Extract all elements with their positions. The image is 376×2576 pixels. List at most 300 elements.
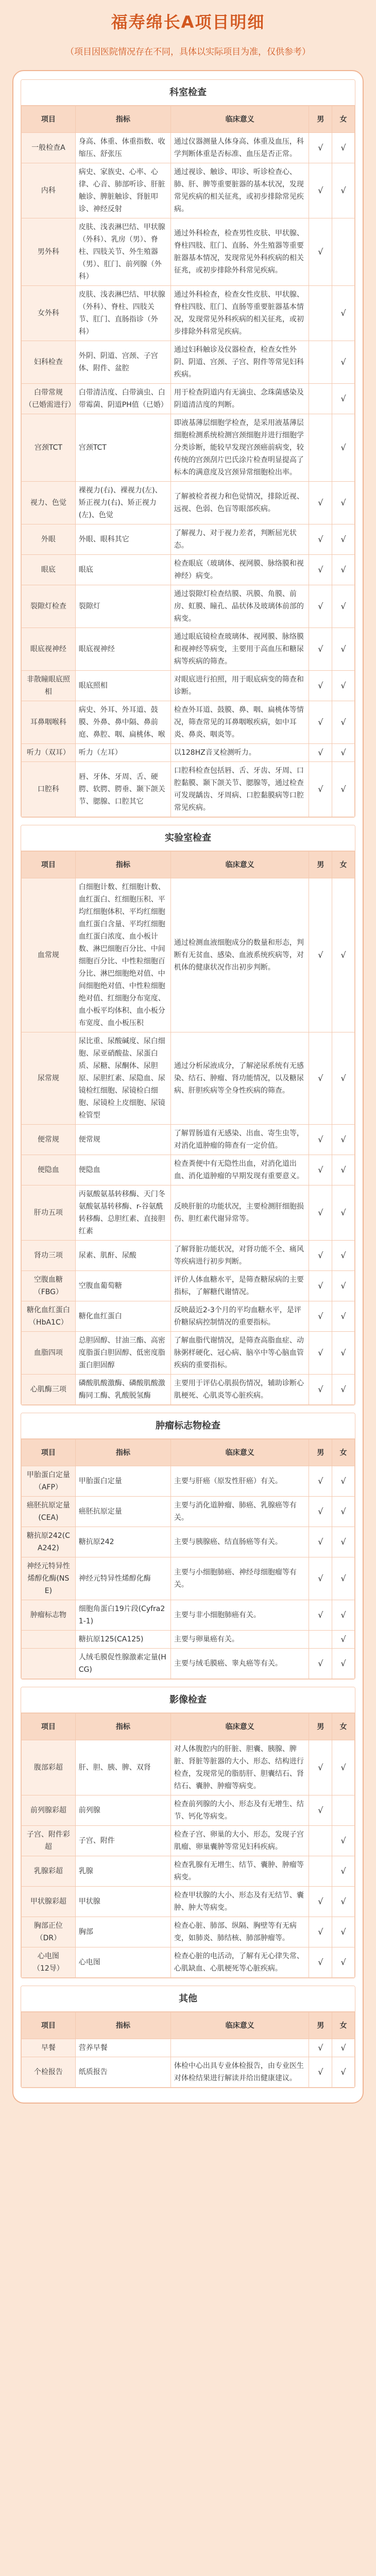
item-indicator: 裂隙灯 [75,585,170,628]
item-indicator: 丙氨酸氨基转移酶、天门冬氨酸氨基转移酶、r-谷氨酰转移酶、总胆红素、直接胆红素 [75,1185,170,1241]
column-header-female: 女 [332,852,355,878]
male-applicable-mark [309,414,332,482]
table-row [22,524,355,555]
item-indicator: 皮肤、浅表淋巴结、甲状腺（外科）、脊柱、四肢关节、肛门、直肠指诊（外科） [75,286,170,341]
male-applicable-mark: √ [309,524,332,555]
male-applicable-mark: √ [309,133,332,163]
section [21,825,355,1405]
item-indicator: 磷酸肌酸激酶、磷酸肌酸激酶同工酶、乳酸脱氢酶 [75,1375,170,1405]
item-clinical-meaning: 体检中心出具专业体检报告，由专业医生对体检结果进行解读并给出健康建议。 [170,2057,309,2088]
item-name: 血常规 [22,878,76,1032]
items-table [21,851,355,1405]
item-name: 视力、色觉 [22,482,76,524]
male-applicable-mark: √ [309,671,332,701]
table-row [22,628,355,671]
item-indicator: 乳腺 [75,1856,170,1887]
item-clinical-meaning: 了解视力、对于视力差者，判断屈光状态。 [170,524,309,555]
item-indicator: 唇、牙体、牙周、舌、硬腭、软腭、腭垂、颞下颌关节、腮腺、口腔其它 [75,762,170,817]
item-indicator: 子宫、附件 [75,1826,170,1856]
item-name: 外眼 [22,524,76,555]
item-clinical-meaning: 主要用于评估心肌损伤情况，辅助诊断心肌梗死、心肌炎等心脏疾病。 [170,1375,309,1405]
column-header-item: 项目 [22,2012,76,2039]
table-row [22,1375,355,1405]
table-row [22,163,355,218]
section [21,1413,355,1680]
table-row [22,1887,355,1917]
item-name: 早餐 [22,2039,76,2057]
male-applicable-mark: √ [309,744,332,762]
table-header-row [22,852,355,878]
female-applicable-mark: √ [332,1856,355,1887]
table-row [22,1271,355,1301]
female-applicable-mark: √ [332,1271,355,1301]
male-applicable-mark: √ [309,1332,332,1375]
item-name: 腹部彩超 [22,1740,76,1795]
male-applicable-mark: √ [309,482,332,524]
male-applicable-mark: √ [309,1557,332,1600]
female-applicable-mark: √ [332,524,355,555]
female-applicable-mark: √ [332,1740,355,1795]
column-header-meaning: 临床意义 [170,1714,309,1740]
male-applicable-mark: √ [309,2039,332,2057]
table-row [22,1649,355,1679]
table-header-row [22,2012,355,2039]
section [21,1687,355,1978]
female-applicable-mark: √ [332,286,355,341]
table-row [22,2057,355,2088]
table-row [22,133,355,163]
table-row [22,1032,355,1125]
male-applicable-mark: √ [309,585,332,628]
male-applicable-mark [309,384,332,414]
female-applicable-mark: √ [332,2057,355,2088]
item-name: 眼底视神经 [22,628,76,671]
table-row [22,414,355,482]
male-applicable-mark: √ [309,1527,332,1557]
table-row [22,1856,355,1887]
female-applicable-mark [332,1795,355,1826]
female-applicable-mark: √ [332,1527,355,1557]
item-clinical-meaning: 检查外耳道、鼓膜、鼻、咽、扁桃体等情况，筛查常见的耳鼻咽喉疾病，如中耳炎、鼻炎、咽炎等。 [170,701,309,744]
female-applicable-mark: √ [332,2039,355,2057]
female-applicable-mark: √ [332,1557,355,1600]
male-applicable-mark: √ [309,878,332,1032]
item-clinical-meaning: 主要与绒毛膜癌、睾丸癌等有关。 [170,1649,309,1679]
page-header [12,0,364,70]
item-name: 神经元特异性烯醇化酶(NSE) [22,1557,76,1600]
table-row [22,1155,355,1185]
item-clinical-meaning: 了解被检者视力和色觉情况，排除近视、远视、色弱、色盲等眼部疾病。 [170,482,309,524]
female-applicable-mark: √ [332,1887,355,1917]
item-indicator: 甲胎蛋白定量 [75,1466,170,1497]
item-name: 心肌酶三项 [22,1375,76,1405]
female-applicable-mark: √ [332,1649,355,1679]
female-applicable-mark: √ [332,1301,355,1332]
item-name: 宫颈TCT [22,414,76,482]
female-applicable-mark: √ [332,1032,355,1125]
column-header-female: 女 [332,1714,355,1740]
item-clinical-meaning: 以128HZ音叉检测听力。 [170,744,309,762]
male-applicable-mark: √ [309,1649,332,1679]
item-indicator: 外眼、眼科其它 [75,524,170,555]
item-name: 裂隙灯检查 [22,585,76,628]
item-name [22,1649,76,1679]
table-row [22,1527,355,1557]
item-name: 空腹血糖 （FBG） [22,1271,76,1301]
column-header-indicator: 指标 [75,1714,170,1740]
item-indicator: 身高、体重、体重指数、收缩压、舒张压 [75,133,170,163]
item-name: 糖化血红蛋白 （HbA1C） [22,1301,76,1332]
item-name: 口腔科 [22,762,76,817]
item-indicator: 人绒毛膜促性腺激素定量(HCG) [75,1649,170,1679]
table-row [22,1795,355,1826]
male-applicable-mark: √ [309,762,332,817]
female-applicable-mark: √ [332,1332,355,1375]
page-subtitle: （项目因医院情况存在不同，具体以实际项目为准，仅供参考） [65,47,311,57]
section-title: 科室检查 [21,80,355,106]
male-applicable-mark: √ [309,1740,332,1795]
item-name: 眼底 [22,555,76,585]
item-indicator: 尿比重、尿酸碱度、尿白细胞、尿亚硝酸盐、尿蛋白质、尿糖、尿酮体、尿胆原、尿胆红素、尿隐血、尿镜检红细胞、尿镜检白细胞、尿镜检上皮细胞、尿镜检管型 [75,1032,170,1125]
column-header-indicator: 指标 [75,852,170,878]
table-row [22,1241,355,1271]
item-indicator: 前列腺 [75,1795,170,1826]
female-applicable-mark: √ [332,628,355,671]
table-row [22,1557,355,1600]
female-applicable-mark: √ [332,744,355,762]
item-indicator: 心电图 [75,1947,170,1978]
table-row [22,762,355,817]
female-applicable-mark: √ [332,133,355,163]
female-applicable-mark: √ [332,1497,355,1527]
table-row [22,1600,355,1631]
item-indicator: 白带清洁度、白带滴虫、白带霉菌、阴道PH值（已婚） [75,384,170,414]
item-indicator: 眼底照相 [75,671,170,701]
table-row [22,1466,355,1497]
column-header-meaning: 临床意义 [170,852,309,878]
item-clinical-meaning: 检查甲状腺的大小、形态及有无结节、囊肿、肿大等病变。 [170,1887,309,1917]
section-title: 肿瘤标志物检查 [21,1413,355,1439]
column-header-item: 项目 [22,1714,76,1740]
item-indicator: 眼底视神经 [75,628,170,671]
column-header-female: 女 [332,1439,355,1466]
item-name: 肾功三项 [22,1241,76,1271]
item-indicator: 眼底 [75,555,170,585]
item-clinical-meaning: 主要与小细胞肺癌、神经母细胞瘤等有关。 [170,1557,309,1600]
item-name: 耳鼻咽喉科 [22,701,76,744]
item-indicator: 甲状腺 [75,1887,170,1917]
male-applicable-mark [309,1856,332,1887]
table-row [22,1185,355,1241]
item-name: 尿常规 [22,1032,76,1125]
table-row [22,555,355,585]
male-applicable-mark: √ [309,1155,332,1185]
item-name: 子宫、附件彩超 [22,1826,76,1856]
male-applicable-mark: √ [309,628,332,671]
item-indicator: 皮肤、浅表淋巴结、甲状腺（外科）、乳房（男）、脊柱、四肢关节、外生殖器（男）、肛门、前列腺（外科） [75,218,170,286]
item-name: 非散瞳眼底照相 [22,671,76,701]
table-row [22,1301,355,1332]
item-clinical-meaning: 主要与胰腺癌、结直肠癌等有关。 [170,1527,309,1557]
female-applicable-mark: √ [332,1185,355,1241]
item-clinical-meaning: 通过检测血液细胞成分的数量和形态，判断有无贫血、感染、血液系统疾病等，对机体的健康状况作出初步判断。 [170,878,309,1032]
item-indicator: 便隐血 [75,1155,170,1185]
item-clinical-meaning: 对人体腹腔内的肝脏、胆囊、胰腺、脾脏、肾脏等脏器的大小、形态、结构进行检查，发现常见的脂肪肝、胆囊结石、肾结石、囊肿、肿瘤等病变。 [170,1740,309,1795]
female-applicable-mark: √ [332,762,355,817]
item-clinical-meaning: 检查乳腺有无增生、结节、囊肿、肿瘤等病变。 [170,1856,309,1887]
column-header-male: 男 [309,2012,332,2039]
section-title: 影像检查 [21,1687,355,1713]
column-header-item: 项目 [22,1439,76,1466]
item-clinical-meaning: 主要与肝癌（原发性肝癌）有关。 [170,1466,309,1497]
table-row [22,744,355,762]
column-header-indicator: 指标 [75,1439,170,1466]
table-row [22,341,355,384]
item-clinical-meaning: 用于检查阴道内有无滴虫、念珠菌感染及阴道清洁度的判断。 [170,384,309,414]
table-header-row [22,1714,355,1740]
items-table [21,106,355,817]
male-applicable-mark: √ [309,1032,332,1125]
female-applicable-mark: √ [332,701,355,744]
item-name: 个检报告 [22,2057,76,2088]
male-applicable-mark: √ [309,1947,332,1978]
female-applicable-mark: √ [332,1125,355,1155]
item-clinical-meaning: 检查心脏、肺部、纵隔、胸壁等有无病变，如肺炎、肺结核、肺部肿瘤等。 [170,1917,309,1947]
item-clinical-meaning: 通过外科检查，检查女性皮肤、甲状腺、脊柱四肢、肛门、直肠等重要脏器基本情况，发现常见外科疾病的相关征兆，或初步排除外科常见疾病。 [170,286,309,341]
male-applicable-mark: √ [309,1600,332,1631]
female-applicable-mark: √ [332,878,355,1032]
table-header-row [22,1439,355,1466]
item-name: 便隐血 [22,1155,76,1185]
male-applicable-mark: √ [309,1271,332,1301]
item-indicator: 纸质报告 [75,2057,170,2088]
male-applicable-mark: √ [309,1795,332,1826]
column-header-meaning: 临床意义 [170,2012,309,2039]
item-indicator: 病史、家族史、心率、心律、心音、肺部听诊、肝脏触诊、脾脏触诊、肾脏叩诊、神经反射 [75,163,170,218]
item-name: 妇科检查 [22,341,76,384]
item-name: 肝功五项 [22,1185,76,1241]
item-clinical-meaning: 通过仪器测量人体身高、体重及血压，科学判断体重是否标准、血压是否正常。 [170,133,309,163]
column-header-female: 女 [332,106,355,133]
column-header-meaning: 临床意义 [170,106,309,133]
item-clinical-meaning: 通过妇科触诊及仪器检查，检查女性外阴、阴道、宫颈、子宫、附件等常见妇科疾病。 [170,341,309,384]
item-clinical-meaning: 了解血脂代谢情况，是筛查高脂血症、动脉粥样硬化、冠心病、脑卒中等心脑血管疾病的重要指标。 [170,1332,309,1375]
items-table [21,1713,355,1978]
male-applicable-mark [309,1631,332,1649]
column-header-indicator: 指标 [75,106,170,133]
section [21,1986,355,2088]
item-indicator: 白细胞计数、红细胞计数、血红蛋白、红细胞压积、平均红细胞体积、平均红细胞血红蛋白含量、平均红细胞血红蛋白浓度、血小板计数、淋巴细胞百分比、中间细胞百分比、中性粒细胞百分比、淋巴细胞绝对值、中间细胞绝对值、中性粒细胞绝对值、红细胞分布宽度、血小板平均体积、血小板分布宽度、血小板压积 [75,878,170,1032]
item-indicator: 总胆固醇、甘油三酯、高密度脂蛋白胆固醇、低密度脂蛋白胆固醇 [75,1332,170,1375]
item-clinical-meaning: 主要与卵巢癌有关。 [170,1631,309,1649]
item-clinical-meaning: 评价人体血糖水平，是筛查糖尿病的主要指标，了解糖代谢情况。 [170,1271,309,1301]
item-clinical-meaning: 了解胃肠道有无感染、出血、寄生虫等，对消化道肿瘤的筛查有一定价值。 [170,1125,309,1155]
female-applicable-mark: √ [332,1631,355,1649]
female-applicable-mark: √ [332,163,355,218]
table-row [22,482,355,524]
item-name: 一般检查A [22,133,76,163]
table-row [22,286,355,341]
item-name [22,1631,76,1649]
page-title: 福寿绵长A项目明细 [111,12,265,32]
column-header-male: 男 [309,852,332,878]
table-row [22,1947,355,1978]
item-indicator: 宫颈TCT [75,414,170,482]
column-header-item: 项目 [22,852,76,878]
table-row [22,878,355,1032]
table-row [22,218,355,286]
table-row [22,1917,355,1947]
female-applicable-mark: √ [332,1947,355,1978]
female-applicable-mark: √ [332,1375,355,1405]
item-clinical-meaning: 检查眼底（玻璃体、视网膜、脉络膜和视神经）病变。 [170,555,309,585]
table-row [22,1497,355,1527]
item-clinical-meaning: 通过视诊、触诊、叩诊、听诊检查心、肺、肝、脾等重要脏器的基本状况，发现常见疾病的相关征兆，或初步排除常见疾病。 [170,163,309,218]
male-applicable-mark: √ [309,701,332,744]
male-applicable-mark: √ [309,1497,332,1527]
item-clinical-meaning [170,2039,309,2057]
item-clinical-meaning: 通过眼底镜检查玻璃体、视网膜、脉络膜和视神经等病变，主要用于高血压和糖尿病等疾病的筛查。 [170,628,309,671]
item-name: 听力（双耳） [22,744,76,762]
column-header-meaning: 临床意义 [170,1439,309,1466]
male-applicable-mark: √ [309,1125,332,1155]
female-applicable-mark: √ [332,1917,355,1947]
male-applicable-mark: √ [309,1375,332,1405]
female-applicable-mark: √ [332,555,355,585]
section-title: 其他 [21,1986,355,2012]
female-applicable-mark: √ [332,1466,355,1497]
item-indicator: 便常规 [75,1125,170,1155]
male-applicable-mark: √ [309,1241,332,1271]
item-indicator: 空腹血葡萄糖 [75,1271,170,1301]
item-clinical-meaning: 对眼底进行拍照，用于眼底病变的筛查和诊断。 [170,671,309,701]
item-clinical-meaning: 检查心脏的电活动，了解有无心律失常、心肌缺血、心肌梗死等心脏疾病。 [170,1947,309,1978]
male-applicable-mark: √ [309,2057,332,2088]
column-header-male: 男 [309,106,332,133]
item-indicator: 外阴、阴道、宫颈、子宫体、附件、盆腔 [75,341,170,384]
column-header-male: 男 [309,1714,332,1740]
item-clinical-meaning: 检查子宫、卵巢的大小、形态，发现子宫肌瘤、卵巢囊肿等常见妇科疾病。 [170,1826,309,1856]
item-indicator: 尿素、肌酐、尿酸 [75,1241,170,1271]
item-indicator: 糖抗原125(CA125) [75,1631,170,1649]
table-row [22,1631,355,1649]
table-row [22,1125,355,1155]
item-clinical-meaning: 主要与非小细胞肺癌有关。 [170,1600,309,1631]
item-clinical-meaning: 通过裂隙灯检查结膜、巩膜、角膜、前房、虹膜、瞳孔、晶状体及玻璃体前部的病变。 [170,585,309,628]
item-clinical-meaning: 反映最近2-3个月的平均血糖水平，是评价糖尿病控制情况的重要指标。 [170,1301,309,1332]
items-table [21,1439,355,1679]
female-applicable-mark: √ [332,585,355,628]
item-name: 甲状腺彩超 [22,1887,76,1917]
item-name: 乳腺彩超 [22,1856,76,1887]
item-name: 男外科 [22,218,76,286]
male-applicable-mark: √ [309,1185,332,1241]
item-name: 糖抗原242(CA242) [22,1527,76,1557]
item-indicator: 糖抗原242 [75,1527,170,1557]
male-applicable-mark: √ [309,1917,332,1947]
item-name: 白带常规 （已婚需进行） [22,384,76,414]
male-applicable-mark [309,341,332,384]
item-indicator: 听力（左耳） [75,744,170,762]
item-name: 女外科 [22,286,76,341]
table-row [22,1332,355,1375]
item-indicator: 肝、胆、胰、脾、双肾 [75,1740,170,1795]
item-indicator: 病史、外耳、外耳道、鼓膜、外鼻、鼻中隔、鼻前庭、鼻腔、咽、扁桃体、喉 [75,701,170,744]
item-clinical-meaning: 检查粪便中有无隐性出血，对消化道出血、消化道肿瘤的早期发现有重要意义。 [170,1155,309,1185]
male-applicable-mark: √ [309,1466,332,1497]
male-applicable-mark: √ [309,1301,332,1332]
item-indicator: 营养早餐 [75,2039,170,2057]
table-row [22,384,355,414]
column-header-female: 女 [332,2012,355,2039]
item-name: 肿瘤标志物 [22,1600,76,1631]
item-name: 血脂四项 [22,1332,76,1375]
section-title: 实验室检查 [21,825,355,851]
item-clinical-meaning: 主要与消化道肿瘤、肺癌、乳腺癌等有关。 [170,1497,309,1527]
item-name: 胸部正位 （DR） [22,1917,76,1947]
item-indicator: 糖化血红蛋白 [75,1301,170,1332]
item-clinical-meaning: 通过分析尿液成分，了解泌尿系统有无感染、结石、肿瘤、肾功能情况，以及糖尿病、肝胆疾病等全身性疾病的筛查。 [170,1032,309,1125]
table-row [22,1740,355,1795]
item-name: 心电图 （12导） [22,1947,76,1978]
female-applicable-mark: √ [332,482,355,524]
female-applicable-mark: √ [332,341,355,384]
item-clinical-meaning: 检查前列腺的大小、形态及有无增生、结节、钙化等病变。 [170,1795,309,1826]
item-clinical-meaning: 即液基薄层细胞学检查，是采用液基薄层细胞检测系统检测宫颈细胞并进行细胞学分类诊断，能较早发现宫颈癌前病变，较传统的宫颈刮片巴氏涂片检查明显提高了标本的满意度及宫颈异常细胞检出率。 [170,414,309,482]
item-clinical-meaning: 反映肝脏的功能状况，主要检测肝细胞损伤、胆红素代谢异常等。 [170,1185,309,1241]
female-applicable-mark: √ [332,671,355,701]
male-applicable-mark: √ [309,555,332,585]
table-row [22,2039,355,2057]
item-indicator: 胸部 [75,1917,170,1947]
table-header-row [22,106,355,133]
male-applicable-mark [309,286,332,341]
female-applicable-mark: √ [332,384,355,414]
item-clinical-meaning: 了解肾脏功能状况，对肾功能不全、痛风等疾病进行初步判断。 [170,1241,309,1271]
item-indicator: 细胞角蛋白19片段(Cyfra21-1) [75,1600,170,1631]
item-clinical-meaning: 口腔科检查包括唇、舌、牙齿、牙周、口腔黏膜、颞下颌关节、腮腺等，通过检查可发现龋齿、牙周病、口腔黏膜病等口腔常见疾病。 [170,762,309,817]
item-clinical-meaning: 通过外科检查，检查男性皮肤、甲状腺、脊柱四肢、肛门、直肠、外生殖器等重要脏器基本情况，发现常见外科疾病的相关征兆，或初步排除外科常见疾病。 [170,218,309,286]
male-applicable-mark [309,1826,332,1856]
items-table [21,2012,355,2088]
male-applicable-mark: √ [309,218,332,286]
column-header-item: 项目 [22,106,76,133]
female-applicable-mark: √ [332,414,355,482]
item-name: 前列腺彩超 [22,1795,76,1826]
item-name: 癌胚抗原定量(CEA) [22,1497,76,1527]
table-row [22,701,355,744]
male-applicable-mark: √ [309,1887,332,1917]
column-header-male: 男 [309,1439,332,1466]
item-name: 便常规 [22,1125,76,1155]
item-name: 内科 [22,163,76,218]
male-applicable-mark: √ [309,163,332,218]
female-applicable-mark [332,218,355,286]
table-row [22,671,355,701]
section [21,79,355,818]
item-name: 甲胎蛋白定量 （AFP） [22,1466,76,1497]
female-applicable-mark: √ [332,1155,355,1185]
item-indicator: 癌胚抗原定量 [75,1497,170,1527]
column-header-indicator: 指标 [75,2012,170,2039]
female-applicable-mark: √ [332,1241,355,1271]
item-indicator: 裸视力(右)、裸视力(左)、矫正视力(右)、矫正视力(左)、色觉 [75,482,170,524]
item-indicator: 神经元特异性烯醇化酶 [75,1557,170,1600]
table-row [22,1826,355,1856]
female-applicable-mark: √ [332,1826,355,1856]
table-row [22,585,355,628]
items-card [12,70,364,2104]
